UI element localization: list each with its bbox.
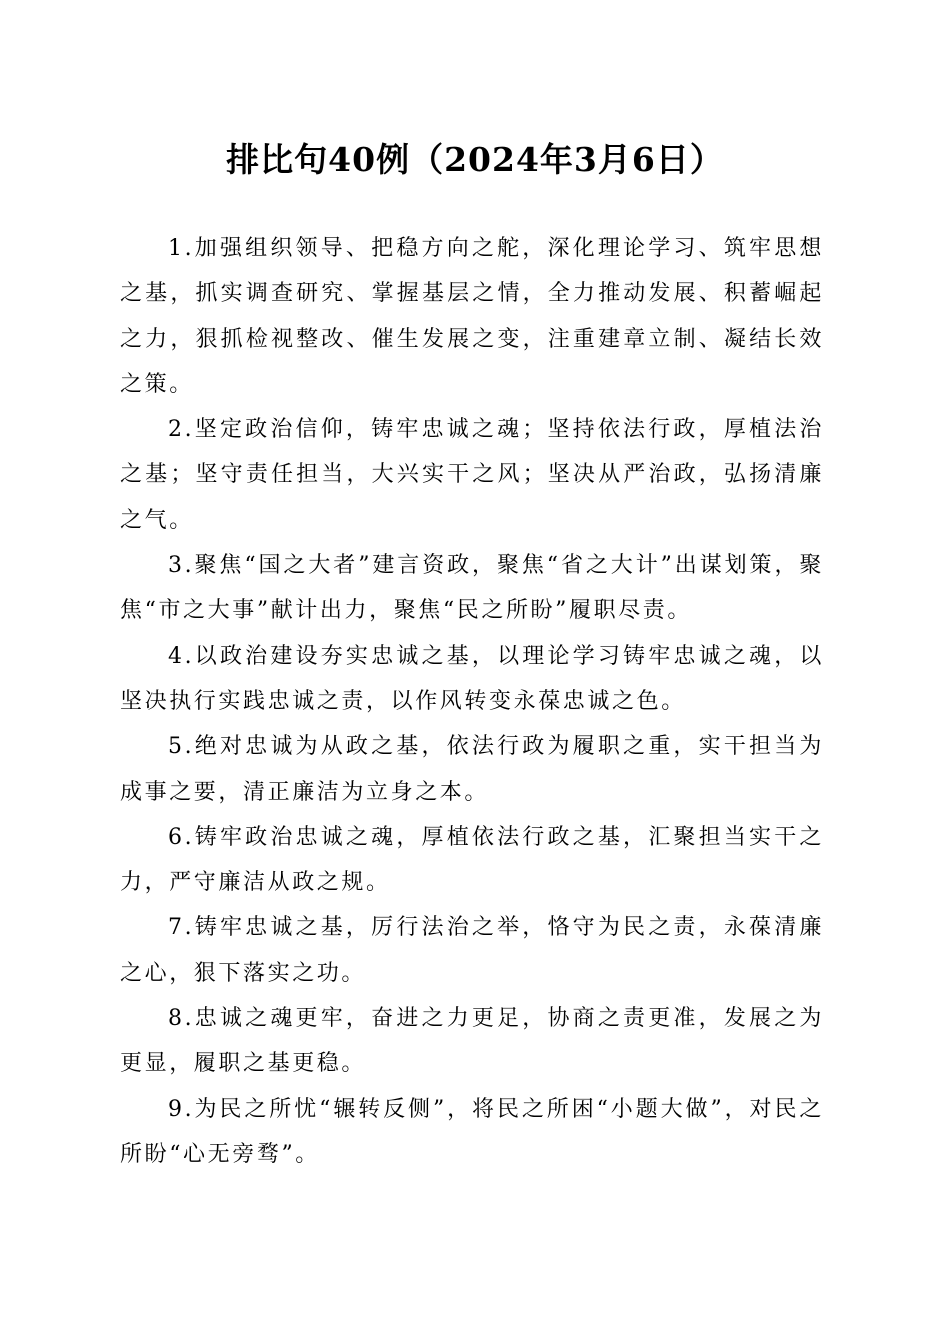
document-body xyxy=(120,226,824,1177)
paragraph-3: 3.聚焦“国之大者”建言资政，聚焦“省之大计”出谋划策，聚焦“市之大事”献计出力，聚焦“民之所盼”履职尽责。 xyxy=(120,553,824,624)
paragraph-7: 7.铸牢忠诚之基，厉行法治之举，恪守为民之责，永葆清廉之心，狠下落实之功。 xyxy=(120,915,824,986)
paragraph-1: 1.加强组织领导、把稳方向之舵，深化理论学习、筑牢思想之基，抓实调查研究、掌握基层之情，全力推动发展、积蓄崛起之力，狠抓检视整改、催生发展之变，注重建章立制、凝结长效之策。 xyxy=(120,236,824,397)
paragraph-5: 5.绝对忠诚为从政之基，依法行政为履职之重，实干担当为成事之要，清正廉洁为立身之本。 xyxy=(120,734,824,805)
page-title: 排比句40例（2024年3月6日） xyxy=(226,140,724,179)
paragraph-9: 9.为民之所忧“辗转反侧”，将民之所困“小题大做”，对民之所盼“心无旁骛”。 xyxy=(120,1096,824,1167)
paragraph-2: 2.坚定政治信仰，铸牢忠诚之魂；坚持依法行政，厚植法治之基；坚守责任担当，大兴实干之风；坚决从严治政，弘扬清廉之气。 xyxy=(120,417,824,533)
paragraph-8: 8.忠诚之魂更牢，奋进之力更足，协商之责更准，发展之为更显，履职之基更稳。 xyxy=(120,1006,824,1077)
paragraph-4: 4.以政治建设夯实忠诚之基，以理论学习铸牢忠诚之魂，以坚决执行实践忠诚之责，以作风转变永葆忠诚之色。 xyxy=(120,643,824,714)
paragraph-6: 6.铸牢政治忠诚之魂，厚植依法行政之基，汇聚担当实干之力，严守廉洁从政之规。 xyxy=(120,824,824,896)
